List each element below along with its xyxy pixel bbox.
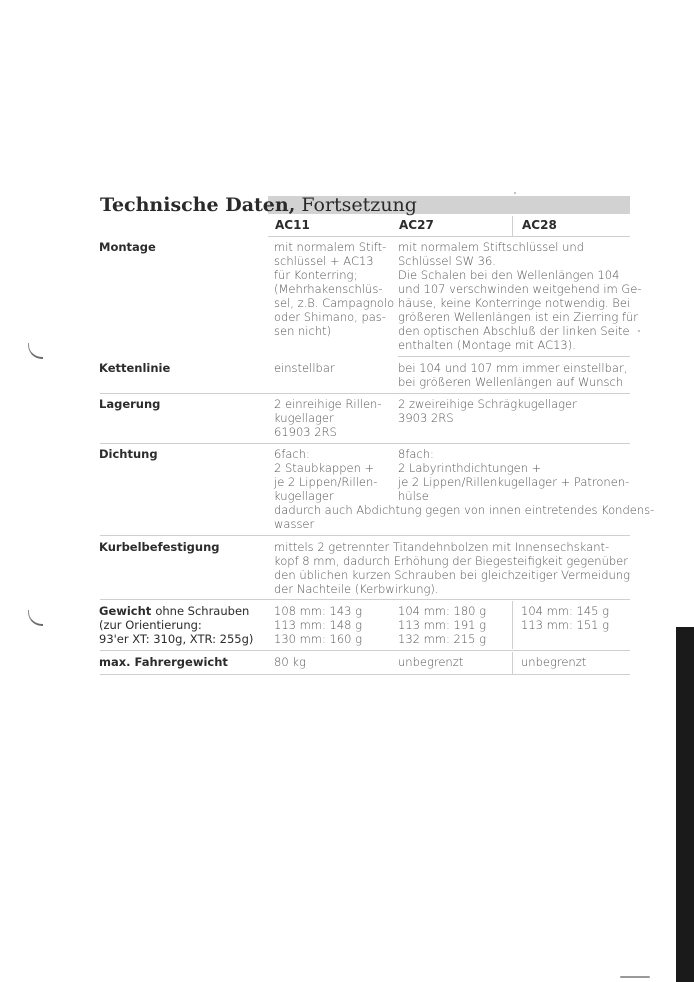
montage-ac11: mit normalem Stift- schlüssel + AC13 für Konterring; (Mehrhakenschlüs- sel, z.B. Campagnolo oder Shimano, pas- sen nicht) [274, 240, 395, 338]
punch-hole-bottom [28, 610, 43, 626]
row-label-lagerung: Lagerung [99, 397, 161, 411]
fahrergewicht-ac11: 80 kg [274, 655, 306, 669]
scan-shadow [676, 627, 694, 982]
column-header-ac28: AC28 [522, 218, 557, 232]
fahrergewicht-ac28: unbegrenzt [521, 655, 587, 669]
lagerung-ac11: 2 einreihige Rillen- kugellager 61903 2RS [274, 397, 382, 439]
fahrergewicht-ac27: unbegrenzt [398, 655, 464, 669]
title-bold: Technische Daten, [100, 194, 296, 216]
scan-speck [514, 192, 516, 194]
row-label-fahrergewicht: max. Fahrergewicht [99, 655, 228, 669]
gewicht-ac28: 104 mm: 145 g 113 mm: 151 g [521, 604, 610, 632]
gewicht-label-rest: ohne Schrauben [155, 604, 250, 618]
kettenlinie-ac27: bei 104 und 107 mm immer einstellbar, bei größeren Wellenlängen auf Wunsch [398, 361, 628, 389]
row-label-kurbelbefestigung: Kurbelbefestigung [99, 540, 220, 554]
header-rule [268, 236, 630, 237]
column-divider [512, 652, 513, 674]
kettenlinie-ac11: einstellbar [274, 361, 335, 375]
dichtung-ac27: 8fach: 2 Labyrinthdichtungen + je 2 Lippen/Rillenkugellager + Patronen- hülse [398, 447, 630, 503]
dichtung-span: dadurch auch Abdichtung gegen von innen eintretendes Kondens- wasser [274, 503, 655, 531]
lagerung-ac27: 2 zweireihige Schrägkugellager 3903 2RS [398, 397, 577, 425]
row-label-kettenlinie: Kettenlinie [99, 361, 171, 375]
column-divider [512, 216, 513, 236]
row-rule [100, 674, 630, 675]
gewicht-label-bold: Gewicht [99, 604, 152, 618]
row-label-dichtung: Dichtung [99, 447, 158, 461]
row-rule [398, 356, 630, 357]
punch-hole-top [28, 343, 43, 359]
page-edge [676, 0, 694, 627]
scan-speck [620, 976, 650, 978]
montage-ac27: mit normalem Stiftschlüssel und Schlüssel SW 36. Die Schalen bei den Wellenlängen 104 und 107 verschwinden weitgehend im Ge- häuse, keine Konterringe notwendig. Bei größeren Wellenlängen ist ein Zierring für den optischen Abschluß der linken Seite enthalten (Montage mit AC13). [398, 240, 642, 352]
column-header-ac11: AC11 [275, 218, 310, 232]
page-title [100, 193, 417, 217]
row-rule [100, 535, 630, 536]
column-divider [512, 601, 513, 649]
gewicht-note: (zur Orientierung: 93'er XT: 310g, XTR: 255g) [99, 618, 254, 646]
row-rule [100, 443, 630, 444]
row-label-gewicht [99, 604, 249, 618]
row-label-montage: Montage [99, 240, 156, 254]
column-header-ac27: AC27 [399, 218, 434, 232]
row-rule [100, 650, 630, 651]
kurbel-span: mittels 2 getrennter Titandehnbolzen mit Innensechskant- kopf 8 mm, dadurch Erhöhung der Biegesteifigkeit gegenüber den üblichen kurzen Schrauben bei gleichzeitiger Vermeidung der Nachteile (Kerbwirkung). [274, 540, 631, 596]
title-light: Fortsetzung [301, 194, 417, 216]
gewicht-ac11: 108 mm: 143 g 113 mm: 148 g 130 mm: 160 g [274, 604, 363, 646]
gewicht-ac27: 104 mm: 180 g 113 mm: 191 g 132 mm: 215 g [398, 604, 487, 646]
dichtung-ac11: 6fach: 2 Staubkappen + je 2 Lippen/Rillen- kugellager [274, 447, 378, 503]
row-rule [100, 393, 630, 394]
row-rule [100, 599, 630, 600]
